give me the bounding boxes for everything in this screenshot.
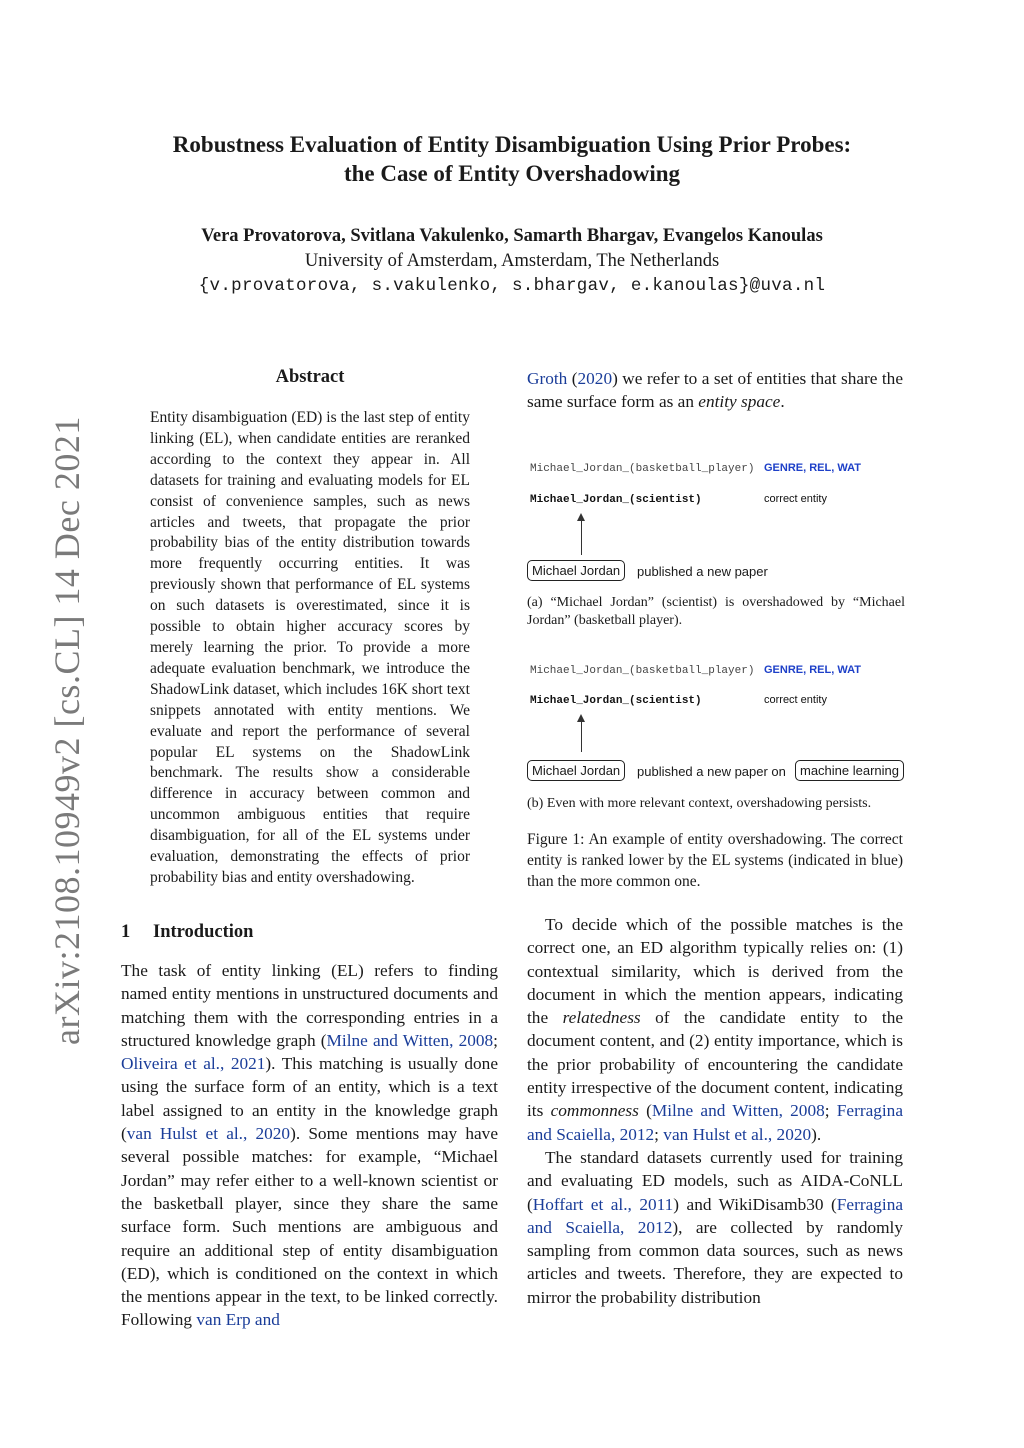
text-run: ). bbox=[811, 1124, 822, 1144]
arrow-shaft bbox=[581, 519, 582, 555]
emphasis: commonness bbox=[550, 1101, 639, 1121]
figure-1-caption: Figure 1: An example of entity overshadowing. The correct entity is ranked lower by the EL systems (indicated in blue) than the more common one. bbox=[527, 831, 903, 890]
intro-paragraph-2 bbox=[527, 913, 903, 1146]
systems-label: GENRE, REL, WAT bbox=[764, 462, 861, 474]
emphasis: relatedness bbox=[562, 1008, 641, 1028]
citation-link[interactable]: Hoffart et al., 2011 bbox=[532, 1194, 674, 1214]
right-column-body bbox=[527, 913, 903, 1309]
citation-link[interactable]: van Hulst et al., 2020 bbox=[126, 1124, 291, 1144]
text-run: of the candidate entity to the document content, and (2) entity importance, which is the prior probability of encountering the candidate entity irrespective of the document content, indicating its bbox=[527, 1008, 904, 1121]
text-run: ). This matching is usually done using the surface form of an entity, which is a text label assigned to an entity in the knowledge graph ( bbox=[121, 1054, 498, 1144]
citation-link[interactable]: Ferragina and Scaiella, 2012 bbox=[527, 1101, 903, 1144]
emphasis: entity space bbox=[698, 392, 781, 412]
text-run: The standard datasets currently used for training and evaluating ED models, such as AIDA-CoNLL ( bbox=[527, 1147, 903, 1214]
section-number: 1 bbox=[121, 922, 131, 942]
text-run: The task of entity linking (EL) refers to finding named entity mentions in unstructured documents and matching them with the corresponding entries in a structured knowledge graph ( bbox=[121, 961, 498, 1050]
citation-link[interactable]: Groth bbox=[527, 369, 568, 388]
systems-label: GENRE, REL, WAT bbox=[764, 664, 861, 676]
text-run: ; bbox=[654, 1124, 664, 1144]
text-run: ), are collected by randomly sampling from common data sources, such as news articles and tweets. Therefore, they are expected to mirror the probability distribution bbox=[527, 1217, 903, 1307]
context-entity-box: machine learning bbox=[795, 760, 904, 781]
author-list: Vera Provatorova, Svitlana Vakulenko, Samarth Bhargav, Evangelos Kanoulas bbox=[201, 226, 823, 246]
citation-link[interactable]: Oliveira et al., 2021 bbox=[121, 1054, 266, 1074]
abstract-body: Entity disambiguation (ED) is the last step of entity linking (EL), when candidate entities are reranked according to the context they appear in. All datasets for training and evaluating models for EL consist of convenience samples, such as news articles and tweets, that propagate the prior probability bias of the entity distribution towards more frequently occurring entities. It was previously shown that performance of EL systems on such datasets is overestimated, since it is possible to obtain higher accuracy scores by merely learning the prior. To provide a more adequate evaluation benchmark, we introduce the ShadowLink dataset, which includes 16K short text snippets annotated with entity mentions. We evaluate and report the performance of several popular EL systems on the ShadowLink benchmark. The results show a considerable difference in accuracy between common and uncommon ambiguous entities that require disambiguation, for all of the EL systems under evaluation, demonstrating the effects of prior probability bias and entity overshadowing. bbox=[150, 409, 470, 886]
citation-link[interactable]: Milne and Witten, 2008 bbox=[651, 1101, 825, 1121]
text-run: . bbox=[780, 392, 785, 412]
abstract-heading: Abstract bbox=[275, 367, 345, 387]
entity-correct: Michael_Jordan_(scientist) bbox=[530, 494, 702, 506]
intro-continuation: Groth (2020) we refer to a set of entities that share the same surface form as an entity space. bbox=[527, 369, 903, 412]
correct-entity-label: correct entity bbox=[764, 694, 827, 706]
text-run: ) we refer to a set of entities that share the same surface form as an bbox=[527, 369, 903, 412]
figure-1b-caption: (b) Even with more relevant context, overshadowing persists. bbox=[527, 796, 872, 811]
section-heading-introduction bbox=[121, 922, 253, 943]
intro-paragraph-1 bbox=[121, 959, 498, 1332]
paper-title bbox=[0, 130, 1024, 188]
text-run: ( bbox=[638, 1101, 652, 1121]
mention-context: published a new paper on bbox=[637, 764, 786, 779]
author-emails: {v.provatorova, s.vakulenko, s.bhargav, e.kanoulas}@uva.nl bbox=[198, 276, 826, 296]
mention-box: Michael Jordan bbox=[527, 760, 625, 781]
mention-context: published a new paper bbox=[637, 564, 768, 579]
entity-correct: Michael_Jordan_(scientist) bbox=[530, 695, 702, 707]
citation-link[interactable]: 2020 bbox=[577, 369, 613, 388]
intro-paragraph-3 bbox=[527, 1146, 903, 1309]
figure-1a-caption: (a) “Michael Jordan” (scientist) is overshadowed by “Michael Jordan” (basketball player). bbox=[527, 595, 905, 628]
title-line-1: Robustness Evaluation of Entity Disambiguation Using Prior Probes: bbox=[172, 132, 852, 157]
citation-link[interactable]: Ferragina and Scaiella, 2012 bbox=[527, 1194, 904, 1237]
figure-1b bbox=[527, 656, 907, 796]
citation-link[interactable]: van Erp and bbox=[196, 1310, 280, 1330]
section-title: Introduction bbox=[153, 922, 254, 942]
entity-candidate-top: Michael_Jordan_(basketball_player) bbox=[530, 463, 755, 475]
citation-link[interactable]: Milne and Witten, 2008 bbox=[326, 1030, 494, 1050]
text-run: ) and WikiDisamb30 ( bbox=[673, 1194, 837, 1214]
text-run: ; bbox=[824, 1101, 837, 1121]
text-run: ; bbox=[493, 1030, 498, 1050]
citation-link[interactable]: van Hulst et al., 2020 bbox=[663, 1124, 812, 1144]
text-run: To decide which of the possible matches is the correct one, an ED algorithm typically relies on: (1) contextual similarity, which is derived from the document in which the mention appears, indicating the bbox=[527, 915, 903, 1028]
affiliation: University of Amsterdam, Amsterdam, The Netherlands bbox=[304, 251, 720, 271]
correct-entity-label: correct entity bbox=[764, 493, 827, 505]
entity-candidate-top: Michael_Jordan_(basketball_player) bbox=[530, 665, 755, 677]
title-line-2: the Case of Entity Overshadowing bbox=[343, 161, 681, 186]
mention-box: Michael Jordan bbox=[527, 560, 625, 581]
arxiv-identifier: arXiv:2108.10949v2 [cs.CL] 14 Dec 2021 bbox=[47, 416, 87, 1045]
text-run: ). Some mentions may have several possible matches: for example, “Michael Jordan” may refer either to a well-known scientist or the basketball player, since they share the same surface form. Such mentions are ambiguous and require an additional step of entity disambiguation (ED), which is conditioned on the context in which the mentions appear in the text, to be linked correctly. Following bbox=[121, 1124, 498, 1330]
arrow-shaft bbox=[581, 720, 582, 752]
